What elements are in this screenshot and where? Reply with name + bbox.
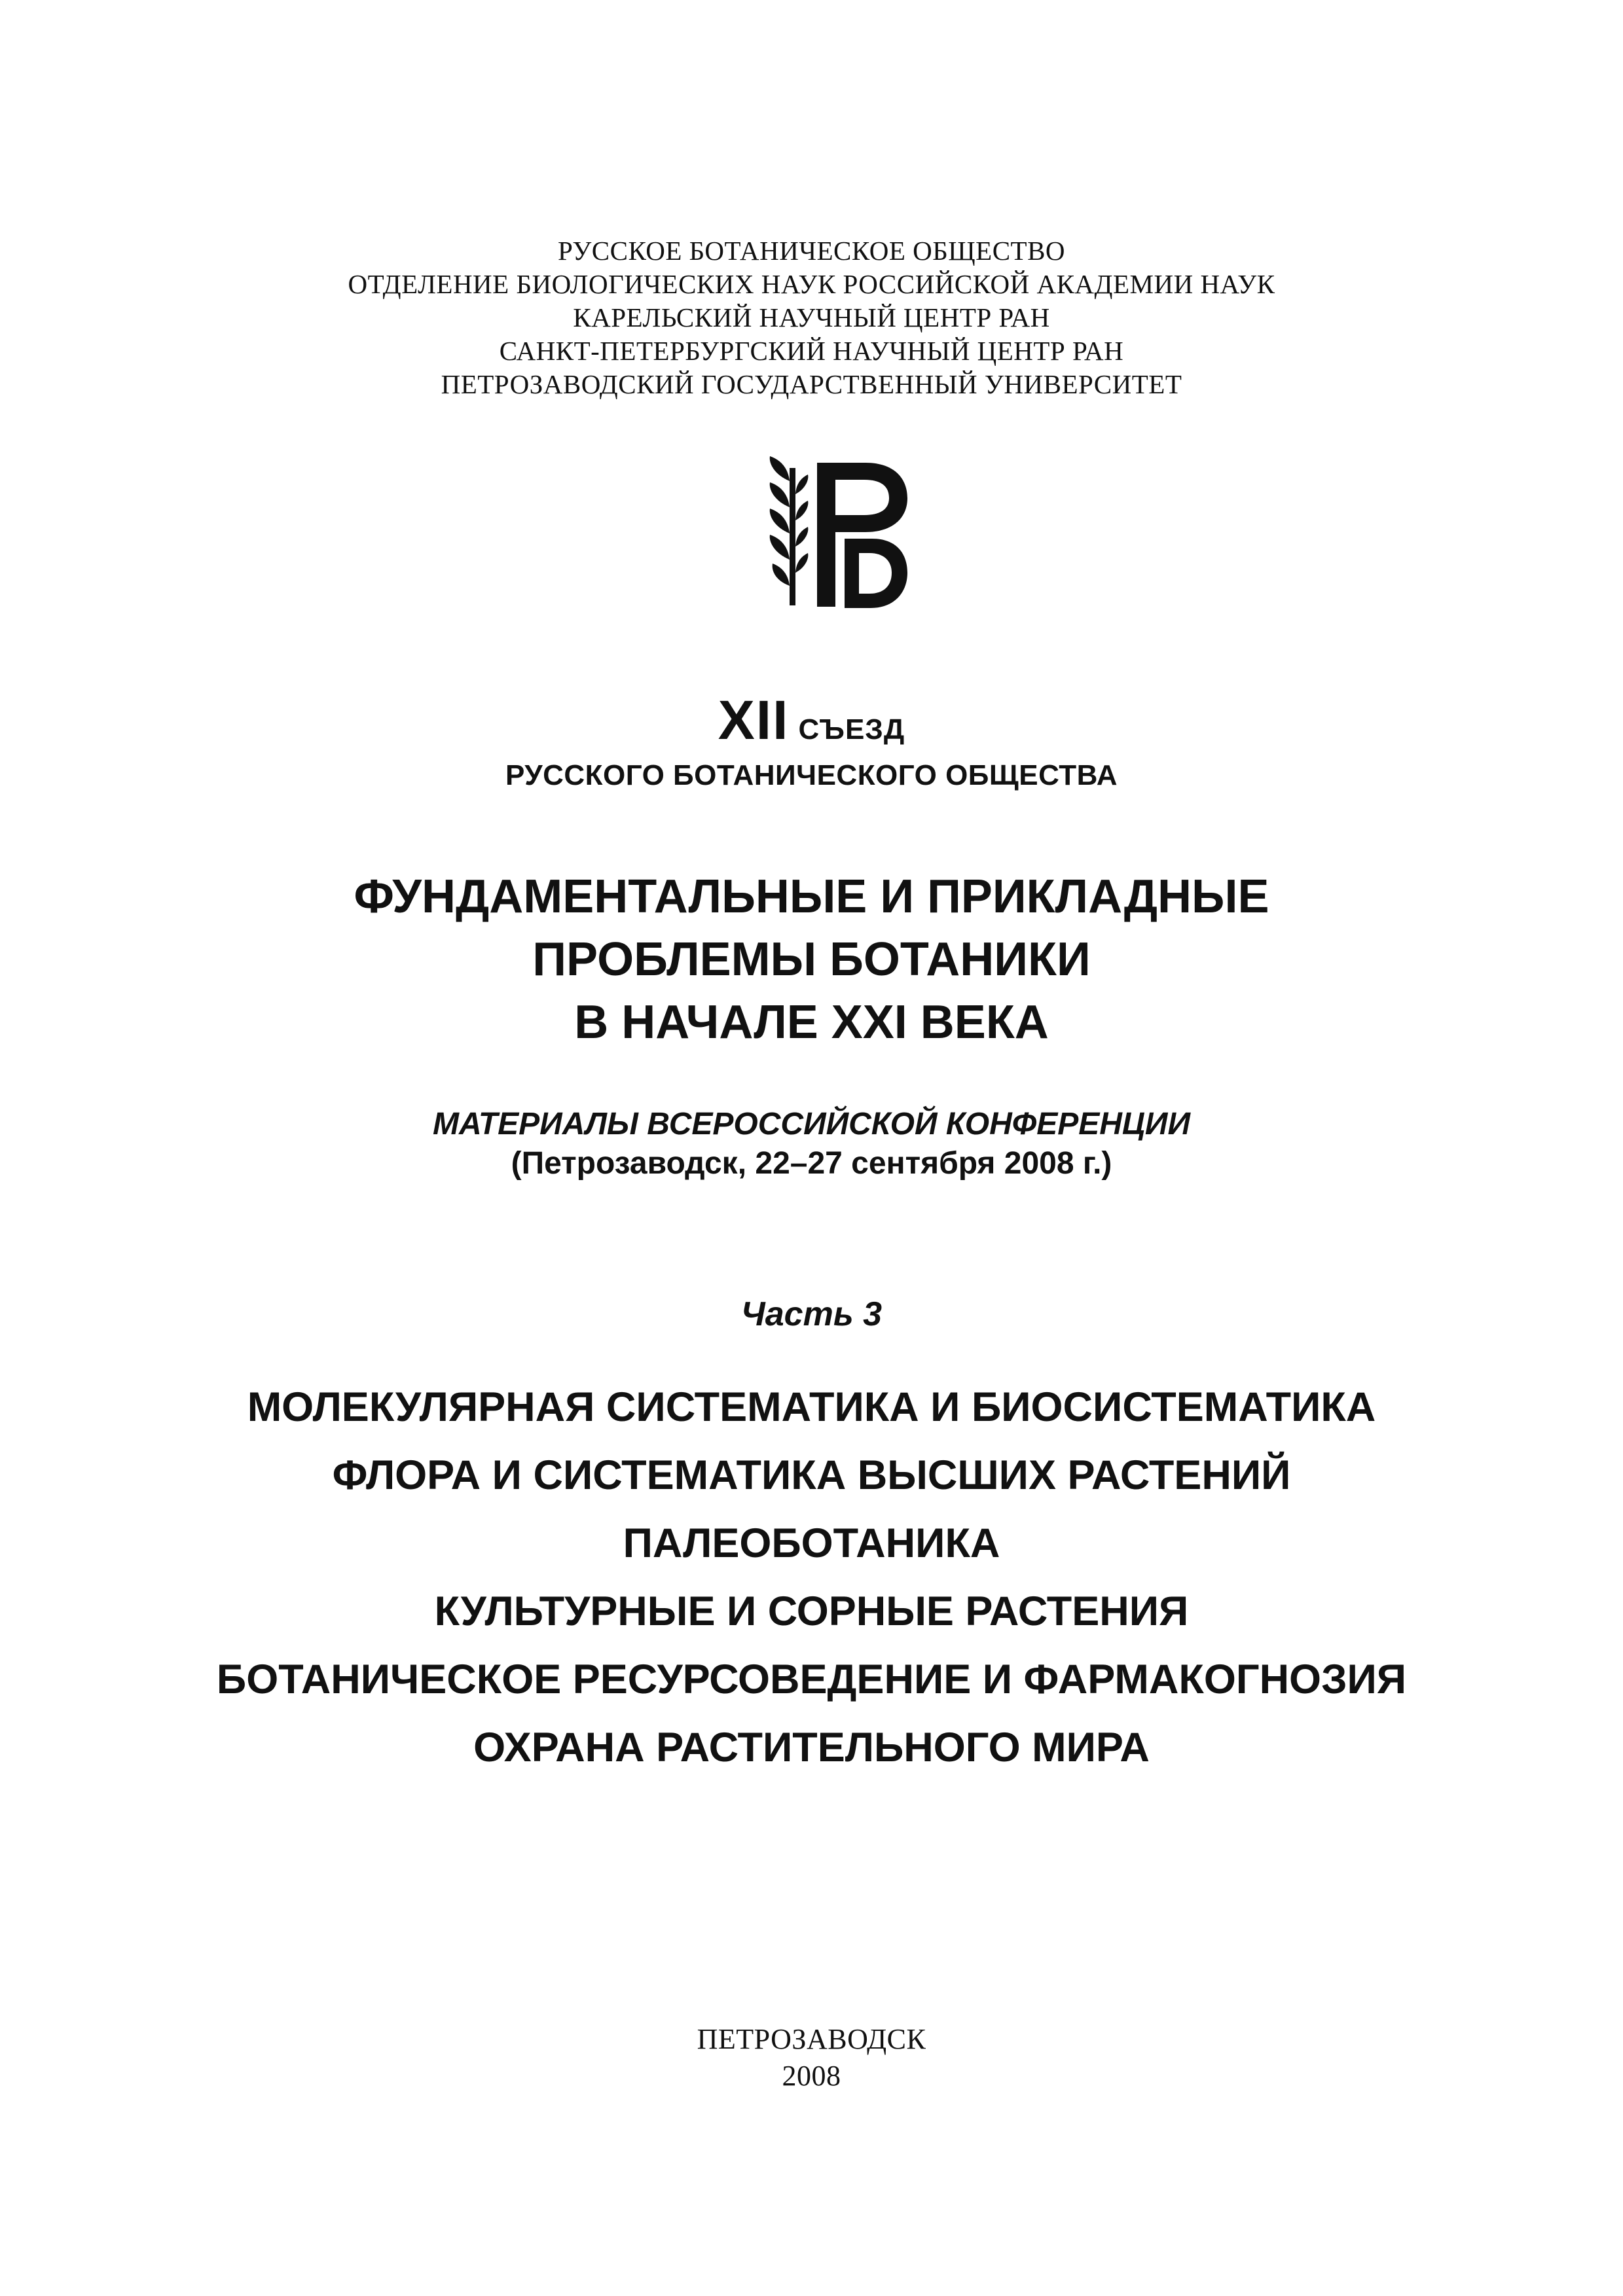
section-title: МОЛЕКУЛЯРНАЯ СИСТЕМАТИКА И БИОСИСТЕМАТИКА bbox=[247, 1384, 1376, 1430]
congress-number: XII bbox=[718, 689, 790, 751]
materials-subtitle bbox=[0, 1105, 1623, 1183]
society-name: РУССКОГО БОТАНИЧЕСКОГО ОБЩЕСТВА bbox=[505, 759, 1118, 791]
section-title: БОТАНИЧЕСКОЕ РЕСУРСОВЕДЕНИЕ И ФАРМАКОГНОЗИЯ bbox=[216, 1657, 1407, 1702]
materials-label: МАТЕРИАЛЫ ВСЕРОССИЙСКОЙ КОНФЕРЕНЦИИ bbox=[433, 1107, 1190, 1141]
organization-line: ОТДЕЛЕНИЕ БИОЛОГИЧЕСКИХ НАУК РОССИЙСКОЙ АКАДЕМИИ НАУК bbox=[348, 269, 1275, 299]
section-title: ОХРАНА РАСТИТЕЛЬНОГО МИРА bbox=[473, 1725, 1150, 1770]
section-title: ПАЛЕОБОТАНИКА bbox=[623, 1520, 1000, 1566]
part-label bbox=[0, 1295, 1623, 1334]
conference-place-dates: (Петрозаводск, 22–27 сентября 2008 г.) bbox=[511, 1146, 1112, 1181]
imprint-city: ПЕТРОЗАВОДСК bbox=[697, 2023, 926, 2055]
congress-title bbox=[0, 689, 1623, 751]
congress-society bbox=[0, 759, 1623, 792]
section-title: КУЛЬТУРНЫЕ И СОРНЫЕ РАСТЕНИЯ bbox=[434, 1588, 1189, 1634]
imprint-footer bbox=[0, 2021, 1623, 2094]
russian-botanical-society-emblem-icon bbox=[767, 455, 911, 615]
main-title bbox=[0, 865, 1623, 1054]
organization-line: КАРЕЛЬСКИЙ НАУЧНЫЙ ЦЕНТР РАН bbox=[573, 302, 1050, 332]
section-title: ФЛОРА И СИСТЕМАТИКА ВЫСШИХ РАСТЕНИЙ bbox=[332, 1452, 1291, 1498]
congress-number-line bbox=[718, 689, 905, 751]
congress-word: СЪЕЗД bbox=[798, 713, 905, 745]
sections-list bbox=[0, 1373, 1623, 1782]
organization-line: САНКТ-ПЕТЕРБУРГСКИЙ НАУЧНЫЙ ЦЕНТР РАН bbox=[499, 336, 1124, 366]
organizations-header bbox=[0, 234, 1623, 401]
part-number: Часть 3 bbox=[740, 1295, 883, 1333]
organization-line: ПЕТРОЗАВОДСКИЙ ГОСУДАРСТВЕННЫЙ УНИВЕРСИТЕТ bbox=[441, 369, 1182, 399]
main-title-line: ПРОБЛЕМЫ БОТАНИКИ bbox=[532, 933, 1091, 986]
main-title-line: В НАЧАЛЕ XXI ВЕКА bbox=[574, 996, 1049, 1049]
main-title-line: ФУНДАМЕНТАЛЬНЫЕ И ПРИКЛАДНЫЕ bbox=[354, 870, 1269, 923]
imprint-year: 2008 bbox=[782, 2060, 841, 2092]
organization-line: РУССКОЕ БОТАНИЧЕСКОЕ ОБЩЕСТВО bbox=[557, 236, 1066, 266]
